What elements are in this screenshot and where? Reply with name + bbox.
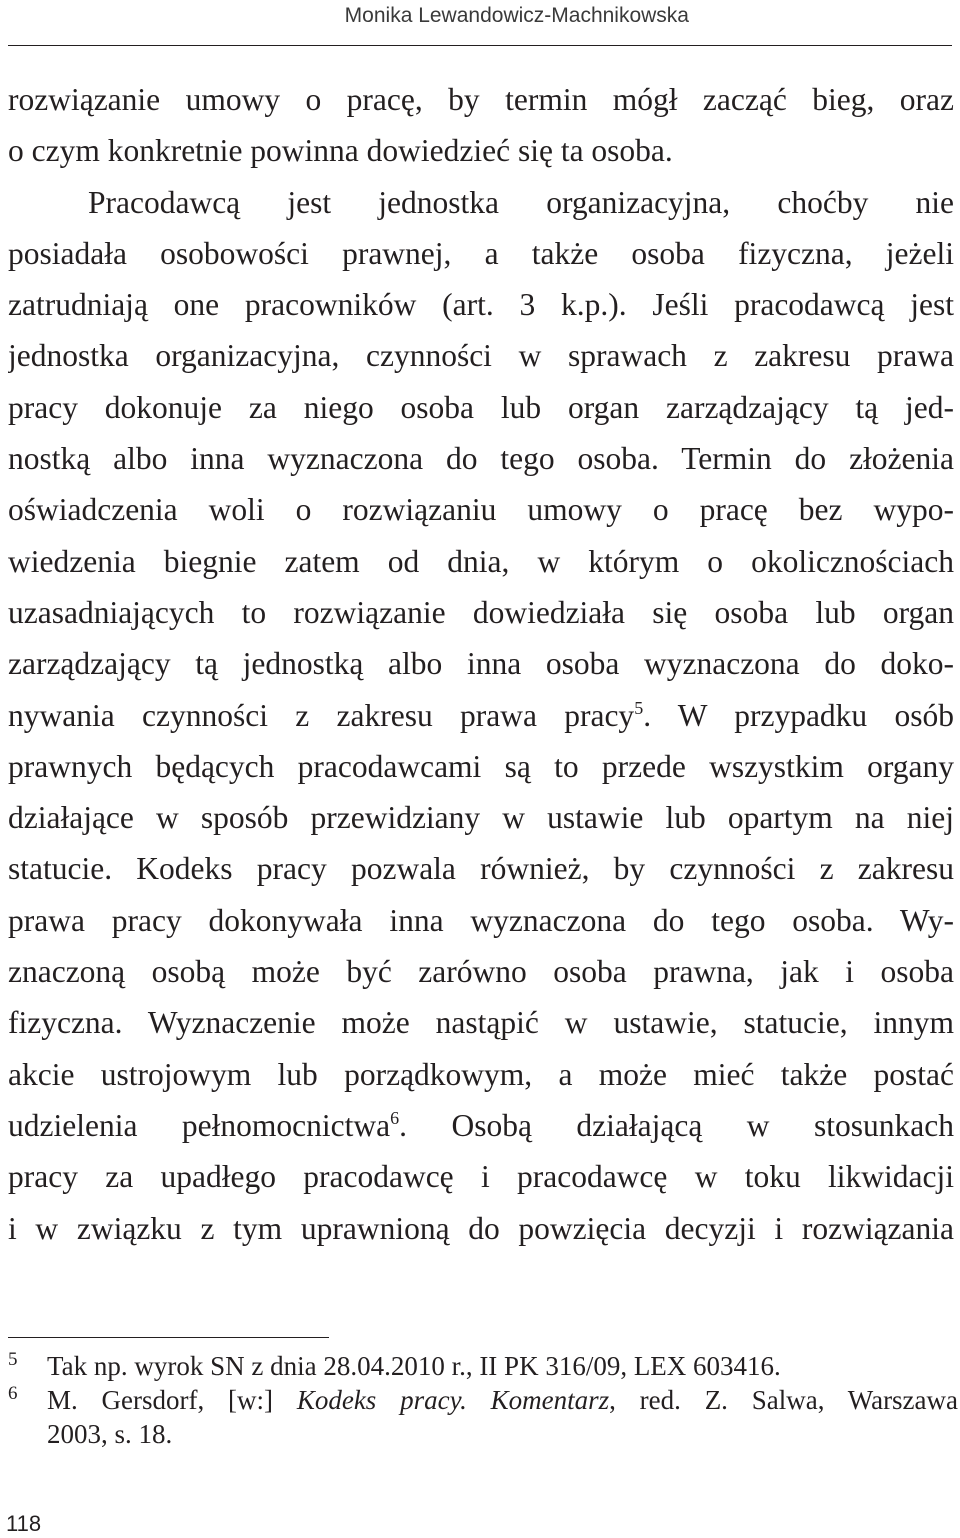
body-line-1: rozwiązanie umowy o pracę, by termin mógł zacząć bieg, oraz xyxy=(8,82,954,117)
footnote-6-title: Kodeks pracy. Komentarz xyxy=(296,1385,610,1415)
header-author: Monika Lewandowicz-Machnikowska xyxy=(344,4,689,27)
body-line-11: uzasadniających to rozwiązanie dowiedziała się osoba lub organ xyxy=(8,594,954,630)
body-line-22: pracy za upadłego pracodawcę i pracodawcę w toku likwidacji xyxy=(8,1159,954,1195)
footnote-6-suffix: , red. Z. Salwa, Warszawa xyxy=(609,1385,959,1415)
body-line-13-text: nywania czynności z zakresu prawa pracy xyxy=(8,697,635,733)
body-line-16: statucie. Kodeks pracy pozwala również, by czynności z zakresu xyxy=(8,851,954,887)
body-line-3: Pracodawcą jest jednostka organizacyjna, choćby nie xyxy=(88,184,954,220)
body-line-5: zatrudniają one pracowników (art. 3 k.p.). Jeśli pracodawcą jest xyxy=(8,287,954,323)
footnote-ref-6[interactable]: 6 xyxy=(390,1107,400,1128)
body-line-2: o czym konkretnie powinna dowiedzieć się ta osoba. xyxy=(8,133,673,169)
body-line-14: prawnych będących pracodawcami są to przede wszystkim organy xyxy=(8,748,954,784)
body-text xyxy=(8,74,954,1254)
footnote-6-prefix: M. Gersdorf, [w:] xyxy=(47,1385,297,1415)
page-number: 118 xyxy=(6,1511,42,1536)
body-line-15: działające w sposób przewidziany w ustawie lub opartym na niej xyxy=(8,800,954,836)
footnote-ref-5[interactable]: 5 xyxy=(634,697,644,718)
body-line-21-tail: . Osobą działającą w stosunkach xyxy=(399,1107,954,1143)
footnote-5-number: 5 xyxy=(8,1349,18,1370)
body-line-20: akcie ustrojowym lub porządkowym, a może mieć także postać xyxy=(8,1056,954,1092)
body-line-6: jednostka organizacyjna, czynności w sprawach z zakresu prawa xyxy=(8,338,954,374)
footnotes xyxy=(8,1349,958,1451)
body-line-21-text: udzielenia pełnomocnictwa xyxy=(8,1107,391,1143)
body-line-18: znaczoną osobą może być zarówno osoba prawna, jak i osoba xyxy=(8,954,954,990)
running-header xyxy=(0,0,960,46)
body-line-19: fizyczna. Wyznaczenie może nastąpić w ustawie, statucie, innym xyxy=(8,1005,954,1041)
footnote-6-line-2: 2003, s. 18. xyxy=(47,1419,173,1449)
footnote-6-line-1 xyxy=(8,1383,958,1417)
body-line-7: pracy dokonuje za niego osoba lub organ zarządzający tą jed- xyxy=(8,389,954,425)
body-line-23: i w związku z tym uprawnioną do powzięcia decyzji i rozwiązania xyxy=(8,1210,954,1246)
body-line-4: posiadała osobowości prawnej, a także osoba fizyczna, jeżeli xyxy=(8,235,954,271)
body-line-13-tail: . W przypadku osób xyxy=(643,697,954,733)
body-line-17: prawa pracy dokonywała inna wyznaczona do tego osoba. Wy- xyxy=(8,902,954,938)
body-line-21 xyxy=(8,1100,954,1151)
footnote-6-number: 6 xyxy=(8,1383,18,1404)
body-line-13 xyxy=(8,690,954,741)
footnote-6 xyxy=(8,1383,958,1451)
body-line-9: oświadczenia woli o rozwiązaniu umowy o pracę bez wypo- xyxy=(8,492,954,528)
footnote-separator xyxy=(8,1337,329,1338)
body-line-12: zarządzający tą jednostką albo inna osoba wyznaczona do doko- xyxy=(8,646,954,682)
footnote-5-text: Tak np. wyrok SN z dnia 28.04.2010 r., II PK 316/09, LEX 603416. xyxy=(47,1351,781,1381)
body-line-8: nostką albo inna wyznaczona do tego osoba. Termin do złożenia xyxy=(8,441,954,477)
body-line-10: wiedzenia biegnie zatem od dnia, w którym o okolicznościach xyxy=(8,543,954,579)
header-rule xyxy=(8,45,952,46)
footnote-5 xyxy=(8,1349,958,1383)
